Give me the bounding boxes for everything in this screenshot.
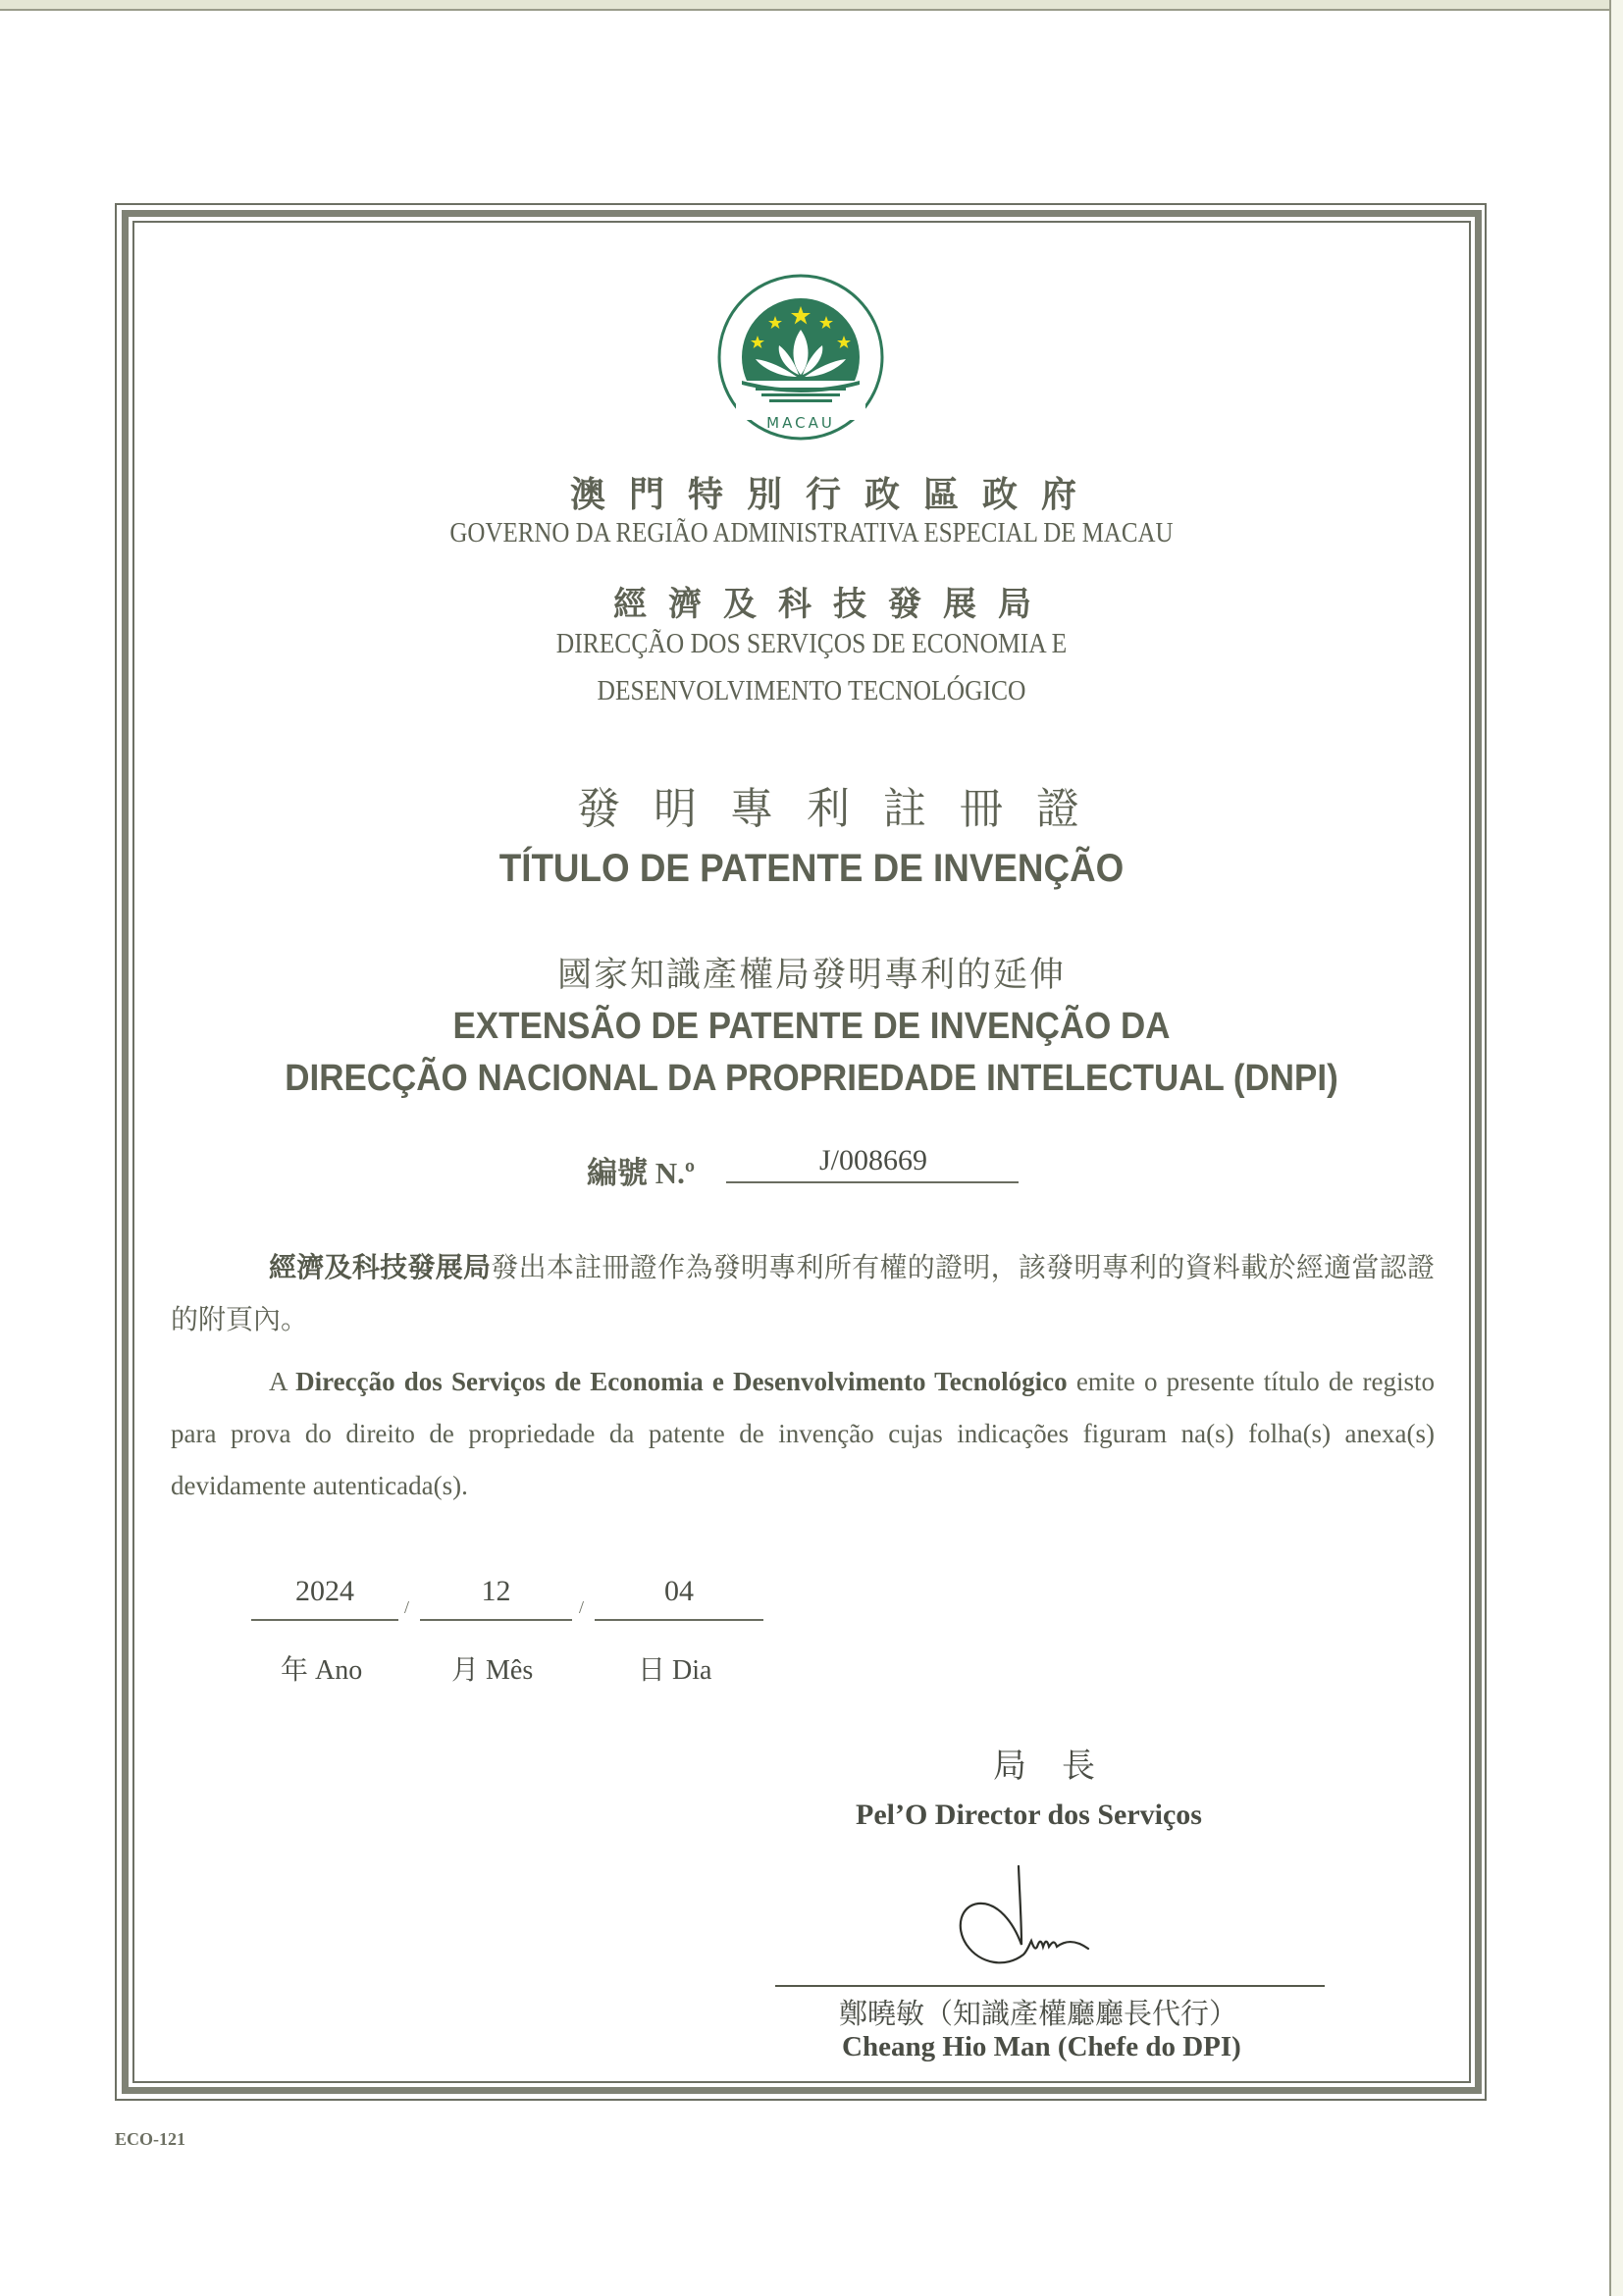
date-separator-2: /	[579, 1597, 585, 1617]
body-pt-bold-department: Direcção dos Serviços de Economia e Desenvolvimento Tecnológico	[295, 1367, 1068, 1396]
body-pt-prefix: A	[269, 1367, 296, 1396]
signatory-title-pt: Pel’O Director dos Serviços	[856, 1799, 1202, 1831]
date-year-label: 年 Ano	[281, 1655, 363, 1686]
registration-number-label: 編號 N.º	[587, 1156, 696, 1190]
scan-edge-right	[1609, 0, 1623, 2296]
date-separator-1: /	[404, 1597, 410, 1617]
registration-number-value: J/008669	[818, 1144, 927, 1176]
body-zh-bold-department: 經濟及科技發展局	[269, 1253, 492, 1283]
signature-line	[775, 1985, 1325, 1987]
certificate-subtitle-zh: 國家知識產權局發明專利的延伸	[556, 956, 1066, 995]
body-paragraph-zh	[171, 1242, 1435, 1346]
signer-name-zh: 鄭曉敏（知識產權廳廳長代行）	[839, 1999, 1238, 2030]
form-code: ECO-121	[115, 2129, 185, 2149]
date-day-label: 日 Dia	[638, 1655, 712, 1686]
scan-edge-top	[0, 0, 1623, 11]
signer-name-pt: Cheang Hio Man (Chefe do DPI)	[842, 2031, 1241, 2062]
certificate-title-pt: TÍTULO DE PATENTE DE INVENÇÃO	[498, 847, 1125, 890]
svg-text:MACAU: MACAU	[766, 414, 835, 432]
body-zh-text: 發出本註冊證作為發明專利所有權的證明，該發明專利的資料載於經適當認證的附頁內。	[171, 1253, 1435, 1335]
registration-number-underline	[726, 1181, 1019, 1183]
body-pt-text: emite o presente título de registo para prova do direito de propriedade da patente de invenção cujas indicações figuram na(s) folha(s) anexa(s) devidamente autenticada(s).	[171, 1367, 1435, 1500]
date-month-value: 12	[481, 1575, 511, 1607]
date-day-underline	[595, 1619, 763, 1621]
government-name-pt: GOVERNO DA REGIÃO ADMINISTRATIVA ESPECIAL DE MACAU	[449, 517, 1174, 548]
department-name-pt-line1: DIRECÇÃO DOS SERVIÇOS DE ECONOMIA E	[555, 628, 1068, 659]
department-name-pt-line2: DESENVOLVIMENTO TECNOLÓGICO	[597, 675, 1026, 706]
certificate-subtitle-pt-line2: DIRECÇÃO NACIONAL DA PROPRIEDADE INTELECTUAL (DNPI)	[285, 1058, 1338, 1099]
certificate-subtitle-pt-line1: EXTENSÃO DE PATENTE DE INVENÇÃO DA	[452, 1006, 1171, 1047]
date-year-underline	[251, 1619, 398, 1621]
government-name-zh: 澳門特別行政區政府	[569, 475, 1100, 514]
macau-emblem-icon	[716, 273, 885, 442]
body-paragraph-pt	[171, 1356, 1435, 1512]
date-month-underline	[420, 1619, 572, 1621]
certificate-title-zh: 發明專利註冊證	[577, 784, 1113, 834]
date-year-value: 2024	[295, 1575, 354, 1607]
signature-icon	[957, 1862, 1153, 1980]
date-day-value: 04	[664, 1575, 694, 1607]
date-month-label: 月 Mês	[451, 1655, 534, 1686]
signatory-title-zh: 局長	[993, 1748, 1130, 1785]
department-name-zh: 經濟及科技發展局	[613, 587, 1053, 623]
